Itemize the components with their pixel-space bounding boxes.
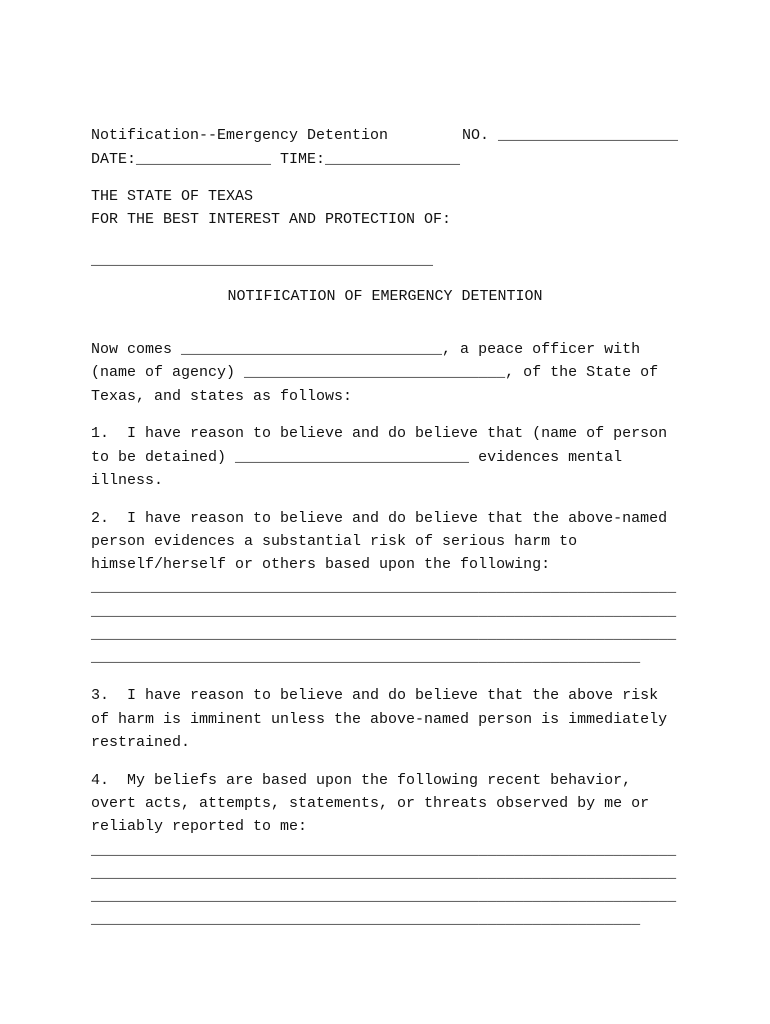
- intro-line: (name of agency) _____________________________, of the State of: [91, 364, 659, 381]
- item1-line: 1. I have reason to believe and do believe that (name of person: [91, 425, 668, 442]
- protection-line: FOR THE BEST INTEREST AND PROTECTION OF:: [91, 211, 452, 228]
- item4-line: reliably reported to me:: [91, 818, 308, 835]
- item4-line: overt acts, attempts, statements, or threats observed by me or: [91, 795, 650, 812]
- item2-blank-line: _________________________________________________________________: [91, 579, 677, 596]
- item2-line: himself/herself or others based upon the following:: [91, 556, 551, 573]
- form-title: Notification--Emergency Detention: [91, 127, 389, 144]
- item2-line: person evidences a substantial risk of serious harm to: [91, 533, 578, 550]
- item3-line: restrained.: [91, 734, 191, 751]
- item1-line: illness.: [91, 472, 164, 489]
- date-time-line: DATE:_______________ TIME:_______________: [91, 151, 461, 168]
- item4-blank-line: _________________________________________________________________: [91, 842, 677, 859]
- number-field: NO. ____________________: [462, 127, 679, 144]
- item4-blank-line: _____________________________________________________________: [91, 911, 641, 928]
- item2-line: 2. I have reason to believe and do believe that the above-named: [91, 510, 668, 527]
- item4-line: 4. My beliefs are based upon the following recent behavior,: [91, 772, 632, 789]
- document-heading: NOTIFICATION OF EMERGENCY DETENTION: [227, 288, 543, 305]
- intro-line: Texas, and states as follows:: [91, 388, 353, 405]
- item3-line: 3. I have reason to believe and do believe that the above risk: [91, 687, 659, 704]
- state-line: THE STATE OF TEXAS: [91, 188, 254, 205]
- intro-line: Now comes _____________________________, a peace officer with: [91, 341, 641, 358]
- item4-blank-line: _________________________________________________________________: [91, 865, 677, 882]
- item2-blank-line: _________________________________________________________________: [91, 603, 677, 620]
- item3-line: of harm is imminent unless the above-named person is immediately: [91, 711, 668, 728]
- item2-blank-line: _____________________________________________________________: [91, 649, 641, 666]
- item1-line: to be detained) __________________________ evidences mental: [91, 449, 623, 466]
- protected-person-blank: ______________________________________: [91, 252, 434, 269]
- item2-blank-line: _________________________________________________________________: [91, 626, 677, 643]
- item4-blank-line: _________________________________________________________________: [91, 888, 677, 905]
